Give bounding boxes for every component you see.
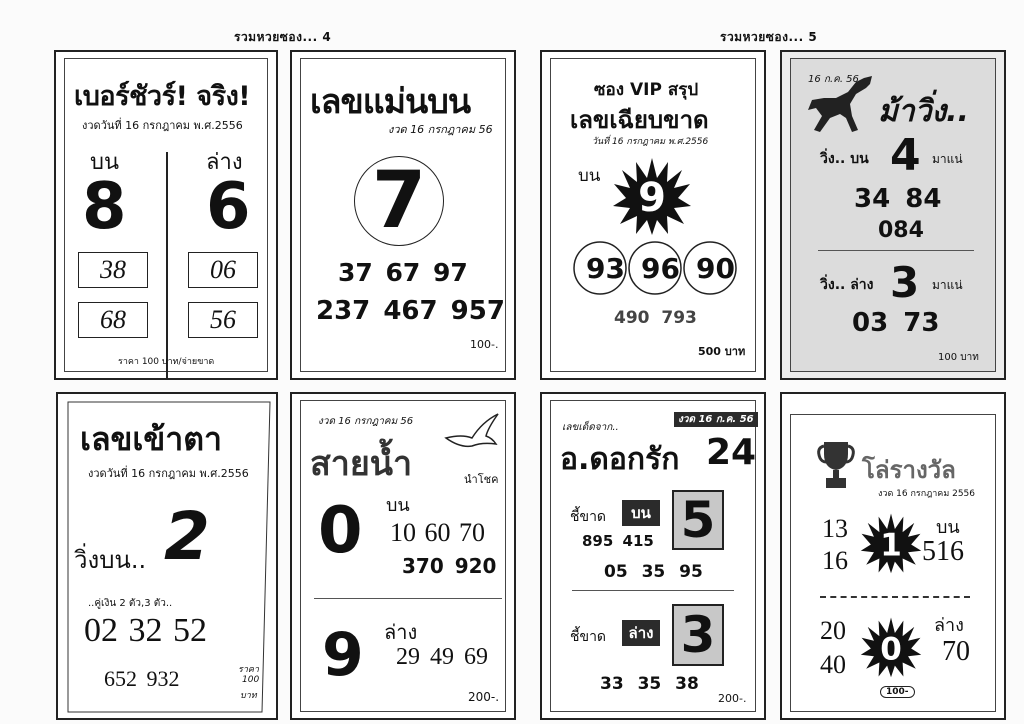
price-3: บาท [240, 691, 257, 701]
starburst-icon [860, 616, 922, 678]
header-left: รวมหวยซอง... 4 [234, 30, 332, 44]
divider [166, 152, 168, 380]
card-date: 16 ก.ค. 56 [808, 74, 859, 85]
card-ma-wing [780, 50, 1006, 380]
divider [818, 250, 974, 251]
bottom-num: 70 [942, 636, 970, 667]
card-date: งวดวันที่ 16 กรกฎาคม พ.ศ.2556 [88, 467, 249, 480]
price: 100- [880, 686, 915, 698]
left-num-4: 40 [820, 650, 846, 679]
bottom-label: ล่าง [384, 620, 418, 644]
price-1: ราคา [238, 665, 259, 675]
card-title: โล่รางวัล [862, 456, 956, 484]
run-bottom: วิ่ง.. ล่าง [820, 277, 874, 293]
row-1: 895 415 [582, 532, 654, 550]
line-1: ซอง VIP สรุป [594, 80, 699, 100]
top-pair-2: 68 [78, 302, 148, 338]
mark-bottom: มาแน่ [932, 278, 963, 292]
card-title: เบอร์ชัวร์! จริง! [74, 81, 251, 112]
row-1: 37 67 97 [338, 258, 468, 287]
header-right: รวมหวยซอง... 5 [720, 30, 818, 44]
row-2: 084 [878, 218, 924, 243]
divider [314, 598, 502, 599]
bottom-digit: 3 [890, 258, 920, 307]
card-vip [540, 50, 766, 380]
row-1: 10 60 70 [390, 518, 485, 547]
row-3: 29 49 69 [396, 644, 488, 670]
card-title: อ.ดอกรัก [560, 442, 680, 477]
mark-top: มาแน่ [932, 152, 963, 166]
bottom-pair-2: 56 [188, 302, 258, 338]
divider [820, 596, 970, 598]
main-digit: 2 [164, 498, 210, 575]
card-date: งวด 16 กรกฎาคม 2556 [878, 489, 976, 499]
top-digit: 0 [318, 494, 363, 568]
run-label: วิ่งบน.. [74, 546, 147, 574]
top-pair-1: 38 [78, 252, 148, 288]
title-number: 24 [706, 432, 757, 473]
card-title: เลขแม่นบน [310, 82, 471, 122]
circle-num-1: 93 [586, 252, 625, 285]
price: 200-. [468, 690, 500, 704]
row-3: 03 73 [852, 308, 940, 338]
pair-label: ..คู่เงิน 2 ตัว,3 ตัว.. [88, 598, 173, 609]
sure-label-bottom: ชี้ขาด [570, 629, 607, 645]
row: 490 793 [614, 308, 697, 328]
price: 100 บาท [938, 352, 979, 363]
sure-label-top: ชี้ขาด [570, 509, 607, 525]
row-2: 237 467 957 [316, 296, 505, 326]
row-2: 652 932 [104, 666, 180, 691]
card-sai-nam [290, 392, 516, 720]
bottom-digit: 0 [880, 631, 902, 668]
card-date: งวด 16 ก.ค. 56 [674, 412, 758, 427]
bottom-label: ล่าง [934, 615, 964, 636]
top-label: บน [386, 495, 410, 516]
card-sub: นำโชค [464, 473, 499, 486]
bottom-digit: 6 [206, 170, 251, 244]
card-title: ม้าวิ่ง.. [878, 94, 969, 129]
card-title: เลขเข้าตา [80, 420, 222, 458]
divider [572, 590, 734, 591]
run-top: วิ่ง.. บน [820, 151, 869, 167]
top-digit: 5 [672, 490, 724, 550]
bottom-digit: 9 [322, 620, 364, 690]
bottom-label: ล่าง [206, 150, 243, 175]
bottom-digit: 3 [672, 604, 724, 666]
top-label: บน [936, 517, 960, 538]
top-digit: 4 [890, 130, 921, 181]
starburst-icon [612, 156, 692, 236]
row-3: 33 35 38 [600, 674, 699, 694]
dove-icon [442, 408, 502, 452]
line-2: เลขเฉียบขาด [570, 106, 709, 134]
card-dok-rak [540, 392, 766, 720]
price-note: ราคา 100 บาท/จ่ายขาด [118, 357, 215, 367]
card-lek-maen-bon [290, 50, 516, 380]
starburst-icon [860, 512, 922, 574]
left-num-1: 13 [822, 514, 848, 543]
horse-icon [806, 74, 876, 136]
pre-title: เลขเด็ดจาก.. [562, 422, 619, 433]
circle-num-2: 96 [641, 252, 680, 285]
bottom-pair-1: 06 [188, 252, 258, 288]
row-2: 370 920 [402, 554, 497, 578]
card-lo-rang-wan [780, 392, 1006, 720]
top-label: บน [622, 500, 660, 526]
top-digit: 8 [82, 170, 127, 244]
left-num-2: 16 [822, 546, 848, 575]
trophy-icon [816, 438, 856, 490]
card-date: งวดวันที่ 16 กรกฎาคม พ.ศ.2556 [82, 119, 243, 132]
top-num: 516 [922, 536, 964, 567]
main-digit: 7 [354, 156, 444, 246]
main-digit: 9 [638, 175, 666, 221]
top-label: บน [90, 150, 120, 175]
card-ber-sure [54, 50, 278, 380]
price-2: 100 [242, 675, 260, 685]
card-date: งวด 16 กรกฎาคม 56 [388, 123, 493, 136]
row-2: 05 35 95 [604, 562, 703, 582]
price: 500 บาท [698, 345, 746, 358]
card-title: สายน้ำ [310, 444, 413, 484]
row-1: 34 84 [854, 184, 942, 214]
circle-num-3: 90 [696, 252, 735, 285]
bottom-label: ล่าง [622, 620, 660, 646]
card-date: งวด 16 กรกฎาคม 56 [318, 416, 414, 427]
card-date: วันที่ 16 กรกฎาคม พ.ศ.2556 [592, 137, 709, 147]
price: 200-. [718, 692, 747, 705]
left-num-3: 20 [820, 616, 846, 645]
top-label: บน [578, 166, 601, 186]
price: 100-. [470, 338, 499, 351]
row-1: 02 32 52 [84, 612, 207, 649]
top-digit: 1 [880, 527, 902, 564]
card-lek-khao-ta [56, 392, 278, 720]
